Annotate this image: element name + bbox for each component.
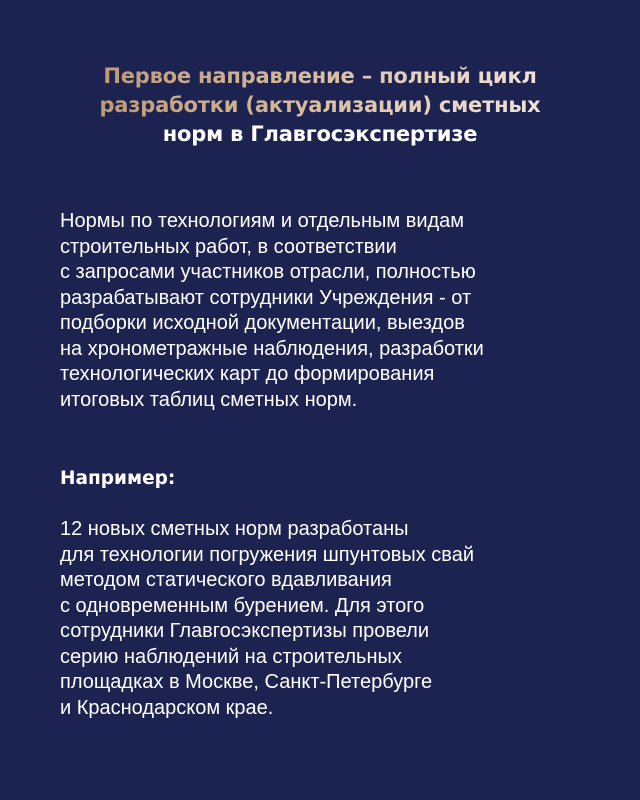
title-line-1: Первое направление – полный цикл xyxy=(40,62,600,91)
intro-paragraph xyxy=(60,209,620,413)
intro-line: с запросами участников отрасли, полностью xyxy=(60,261,476,283)
example-paragraph xyxy=(60,517,620,721)
example-line: площадках в Москве, Санкт-Петербурге xyxy=(60,671,433,693)
intro-line: подборки исходной документации, выездов xyxy=(60,312,465,334)
example-line: сотрудники Главгосэкспертизы провели xyxy=(60,620,430,642)
example-heading: Например: xyxy=(60,468,176,489)
example-line: и Краснодарском крае. xyxy=(60,696,274,719)
example-line: 12 новых сметных норм разработаны xyxy=(60,518,409,540)
example-line: серию наблюдений на строительных xyxy=(60,645,402,668)
example-line: для технологии погружения шпунтовых свай xyxy=(60,543,474,566)
slide-title xyxy=(40,62,600,149)
title-line-2: разработки (актуализации) сметных xyxy=(40,91,600,120)
intro-line: итоговых таблиц сметных норм. xyxy=(60,388,358,411)
title-line-3: норм в Главгосэкспертизе xyxy=(162,122,478,146)
example-line: с одновременным бурением. Для этого xyxy=(60,594,425,617)
intro-line: Нормы по технологиям и отдельным видам xyxy=(60,210,465,232)
example-line: методом статического вдавливания xyxy=(60,569,392,591)
intro-line: разрабатывают сотрудники Учреждения - от xyxy=(60,286,472,309)
intro-line: технологических карт до формирования xyxy=(60,363,435,385)
intro-line: строительных работ, в соответствии xyxy=(60,235,397,258)
intro-line: на хронометражные наблюдения, разработки xyxy=(60,337,484,360)
